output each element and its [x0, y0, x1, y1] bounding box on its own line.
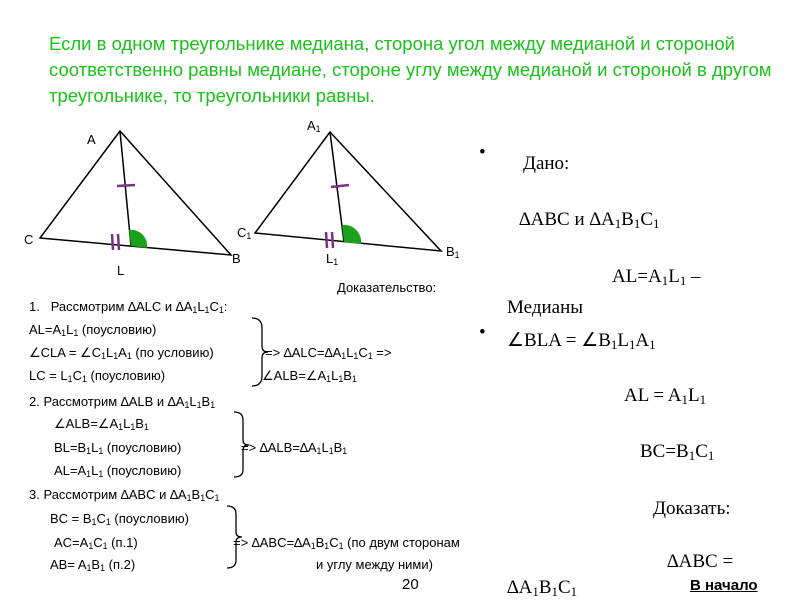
given-side-al: AL = $A_1L_1$ [624, 385, 707, 408]
proof-line: $\angle ALB=\angle A_1L_1B_1$ [54, 416, 149, 433]
home-button[interactable]: В начало [690, 577, 758, 594]
prove-eq-line1: ∆ABC = [667, 551, 734, 572]
proof-step2: 2. Рассмотрим ∆ALB и $\Delta A_1L_1B_1$ [29, 394, 216, 411]
proof-heading: Доказательство: [337, 280, 437, 295]
proof-line: $AC=A_1C_1$ (п.1) [54, 535, 138, 552]
proof-line: $BL=B_1L_1$ (поусловию) [54, 440, 182, 457]
vertex-b1-label: $B_1$ [446, 244, 460, 261]
proof-result: и углу между ними) [316, 557, 433, 572]
vertex-b-label: B [232, 251, 241, 266]
given-label: Дано: [523, 153, 570, 174]
prove-eq-line2: $\Delta A_1B_1C_1$ [507, 577, 578, 600]
proof-line: $AB= A_1B_1$ (п.2) [50, 557, 136, 574]
given-side-bc: $BC=B_1C_1$ [640, 441, 715, 464]
given-median-word: Медианы [507, 297, 584, 318]
proof-step3: 3. Рассмотрим ∆ABC и $\Delta A_1B_1C_1$ [29, 487, 220, 504]
given-median: $AL=A_1L_1$ – [612, 266, 701, 289]
proof-result: => $\Delta ALB=\Delta A_1L_1B_1$ [241, 440, 348, 457]
vertex-a-label: А [87, 132, 96, 147]
given-angle: ∠BLA = $\angle B_1L_1A_1$ [507, 330, 656, 353]
proof-result: => $\Delta ALC=\Delta A_1L_1C_1$ => [265, 345, 392, 362]
bullet: • [479, 322, 486, 343]
proof-line: $AL=A_1L_1$ (поусловию) [29, 322, 157, 339]
page-title: Если в одном треугольнике медиана, сторона угол между медианой и стороной соответственно равны медиане, стороне углу между медианой и стороной в другом треугольнике, то треугольники равны. [49, 33, 772, 106]
point-l-label: L [117, 263, 125, 278]
proof-line: $AL=A_1L_1$ (поусловию) [54, 463, 182, 480]
vertex-a1-label: $А_1$ [307, 118, 321, 135]
vertex-c1-label: $С_1$ [237, 225, 252, 242]
proof-step1: 1. Рассмотрим ∆ALC и $\Delta A_1L_1C_1$: [29, 299, 228, 316]
bullet: • [479, 142, 486, 163]
proof-line: ∠CLA = $\angle C_1L_1A_1$ (по условию) [29, 345, 214, 362]
proof-result: => $\Delta ABC=\Delta A_1B_1C_1$ (по двум сторонам [233, 535, 460, 552]
given-triangles: ∆ABC и $\Delta A_1B_1C_1$ [519, 209, 660, 232]
point-l1-label: $L_1$ [326, 251, 339, 268]
vertex-c-label: С [24, 232, 34, 247]
proof-result: $\angle ALB=\angle A_1L_1B_1$ [262, 368, 357, 385]
prove-label: Доказать: [653, 498, 731, 519]
proof-line: BC = $B_1C_1$ (поусловию) [50, 511, 189, 528]
proof-line: LC = $L_1C_1$ (поусловию) [29, 368, 166, 385]
page-number: 20 [402, 576, 419, 593]
